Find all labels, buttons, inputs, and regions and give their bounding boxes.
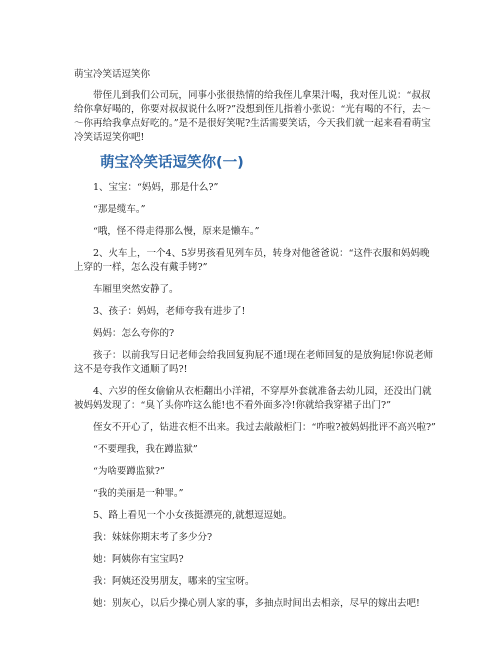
joke-line: 4、六岁的侄女偷偷从衣柜翻出小洋裙，不穿厚外套就准备去幼儿园，还没出门就被妈妈发现了：“臭丫头你咋这么能!也不看外面多冷!你就给我穿裙子出门?” (74, 386, 432, 411)
document-title: 萌宝冷笑话逗笑你 (74, 69, 151, 80)
joke-line: “哦，怪不得走得那么慢，原来是懒车。” (93, 226, 260, 237)
section-heading: 萌宝冷笑话逗笑你(一) (100, 155, 244, 171)
joke-line: “不要理我，我在蹲监狱” (93, 444, 198, 455)
document-page (74, 68, 436, 619)
joke-line: “为啥要蹲监狱?” (93, 466, 165, 477)
intro-paragraph: 带侄儿到我们公司玩，同事小张很热情的给我侄儿拿果汁喝，我对侄儿说：“叔叔给你拿好喝的，你要对叔叔说什么呀?”没想到侄儿指着小张说：“光有喝的不行，去～～你再给我拿点好吃的。”是不是很好笑呢?生活需要笑话，今天我们就一起来看看萌宝冷笑话逗笑你吧! (74, 90, 431, 143)
joke-line: “我的美丽是一种罪。” (93, 488, 184, 499)
joke-line: 侄女不开心了，钻进衣柜不出来。我过去敲敲柜门：“咋啦?被妈妈批评不高兴啦?” (93, 422, 436, 433)
joke-line: 孩子：以前我写日记老师会给我回复狗屁不通!现在老师回复的是放狗屁!你说老师这不是夸我作文通顺了吗?! (74, 350, 434, 375)
joke-line: 5、路上看见一个小女孩挺漂亮的,就想逗逗她。 (93, 510, 293, 521)
joke-line: 2、火车上，一个4、5岁男孩看见列车员，转身对他爸爸说：“这件衣服和妈妈晚上穿的一样，怎么没有戴手铐?” (74, 248, 430, 273)
joke-line: 1、宝宝：“妈妈，那是什么?” (93, 182, 219, 193)
joke-line: 她：阿姨你有宝宝吗? (93, 554, 184, 565)
joke-line: 我：阿姨还没男朋友，哪来的宝宝呀。 (93, 576, 255, 587)
joke-line: 3、孩子：妈妈，老师夸我有进步了! (93, 306, 246, 317)
joke-line: 妈妈：怎么夸你的? (93, 328, 175, 339)
joke-line: 我：妹妹你期末考了多少分? (93, 532, 213, 543)
joke-line: “那是缆车。” (93, 204, 146, 215)
joke-line: 车厢里突然安静了。 (93, 284, 179, 295)
joke-line: 她：别灰心，以后少操心别人家的事，多抽点时间出去相亲，尽早的嫁出去吧! (93, 598, 420, 609)
